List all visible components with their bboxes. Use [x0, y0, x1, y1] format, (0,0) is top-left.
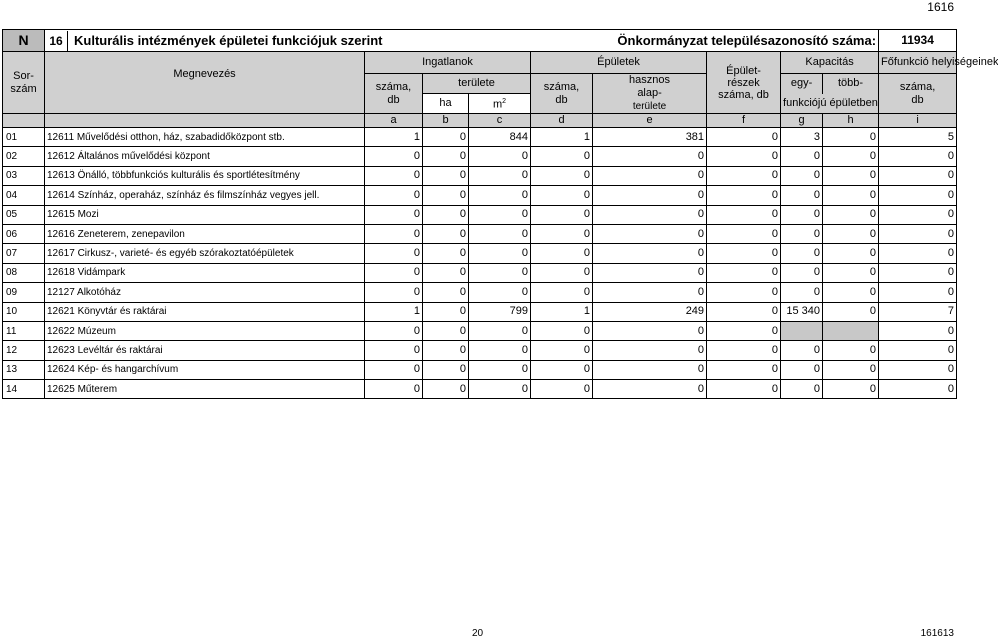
- cell-g: 0: [781, 360, 823, 379]
- cell-e: 0: [593, 147, 707, 166]
- cell-c: 0: [469, 341, 531, 360]
- cell-a: 0: [365, 380, 423, 399]
- cell-d: 1: [531, 302, 593, 321]
- header-megnevezes: Megnevezés: [45, 52, 365, 114]
- row-name: 12611 Művelődési otthon, ház, szabadidőközpont stb.: [45, 128, 365, 147]
- cell-a: 0: [365, 321, 423, 340]
- header-tobb: több-: [823, 74, 879, 94]
- header-sorszam: Sor- szám: [3, 52, 45, 114]
- table-row: [3, 147, 957, 166]
- header-terulete: területe: [423, 74, 531, 94]
- row-name: 12615 Mozi: [45, 205, 365, 224]
- row-name: 12613 Önálló, többfunkciós kulturális és sportlétesítmény: [45, 166, 365, 185]
- table-row: [3, 321, 957, 340]
- table-row: [3, 244, 957, 263]
- row-number: 07: [3, 244, 45, 263]
- cell-g: 0: [781, 263, 823, 282]
- cell-a: 0: [365, 166, 423, 185]
- cell-e: 0: [593, 360, 707, 379]
- cell-i: 0: [879, 380, 957, 399]
- cell-b: 0: [423, 283, 469, 302]
- cell-f: 0: [707, 321, 781, 340]
- page-number-bottom: 20: [472, 628, 484, 639]
- cell-e: 0: [593, 166, 707, 185]
- table-row: [3, 380, 957, 399]
- header-ingatlan-szama: száma, db: [365, 74, 423, 114]
- header-hasznos: hasznos alap- területe: [593, 74, 707, 114]
- cell-h: 0: [823, 380, 879, 399]
- cell-b: 0: [423, 166, 469, 185]
- cell-d: 0: [531, 205, 593, 224]
- cell-e: 0: [593, 341, 707, 360]
- header-funkcioju: funkciójú épületben: [781, 94, 879, 114]
- cell-a: 1: [365, 302, 423, 321]
- cell-g: 0: [781, 341, 823, 360]
- cell-c: 0: [469, 380, 531, 399]
- table-row: [3, 283, 957, 302]
- row-number: 13: [3, 360, 45, 379]
- cell-d: 0: [531, 244, 593, 263]
- cell-d: 0: [531, 224, 593, 243]
- cell-h: 0: [823, 302, 879, 321]
- row-name: 12623 Levéltár és raktárai: [45, 341, 365, 360]
- cell-h: 0: [823, 341, 879, 360]
- cell-g: 0: [781, 205, 823, 224]
- header-epuletreszek: Épület- részek száma, db: [707, 52, 781, 114]
- cell-a: 1: [365, 128, 423, 147]
- cell-e: 0: [593, 283, 707, 302]
- cell-i: 0: [879, 186, 957, 205]
- cell-i: 0: [879, 224, 957, 243]
- cell-b: 0: [423, 186, 469, 205]
- cell-d: 1: [531, 128, 593, 147]
- cell-f: 0: [707, 380, 781, 399]
- cell-f: 0: [707, 166, 781, 185]
- data-table: [2, 29, 998, 399]
- cell-c: 0: [469, 147, 531, 166]
- table-row: [3, 302, 957, 321]
- cell-d: 0: [531, 321, 593, 340]
- cell-c: 0: [469, 360, 531, 379]
- cell-e: 0: [593, 263, 707, 282]
- page-code-bottom: 161613: [920, 628, 954, 639]
- cell-i: 7: [879, 302, 957, 321]
- cell-f: 0: [707, 263, 781, 282]
- row-number: 04: [3, 186, 45, 205]
- cell-i: 0: [879, 360, 957, 379]
- header-epulet-szama: száma, db: [531, 74, 593, 114]
- cell-c: 0: [469, 205, 531, 224]
- table-row: [3, 166, 957, 185]
- page-number-top: 1616: [927, 0, 954, 14]
- cell-c: 0: [469, 263, 531, 282]
- header-epuletek: Épületek: [531, 52, 707, 74]
- cell-f: 0: [707, 186, 781, 205]
- cell-d: 0: [531, 380, 593, 399]
- cell-b: 0: [423, 244, 469, 263]
- cell-h: 0: [823, 166, 879, 185]
- cell-c: 799: [469, 302, 531, 321]
- cell-h: [823, 321, 879, 340]
- cell-f: 0: [707, 341, 781, 360]
- cell-h: 0: [823, 283, 879, 302]
- cell-e: 381: [593, 128, 707, 147]
- cell-a: 0: [365, 205, 423, 224]
- cell-i: 0: [879, 147, 957, 166]
- table-row: [3, 224, 957, 243]
- cell-b: 0: [423, 360, 469, 379]
- cell-a: 0: [365, 360, 423, 379]
- cell-b: 0: [423, 380, 469, 399]
- cell-b: 0: [423, 321, 469, 340]
- cell-h: 0: [823, 360, 879, 379]
- cell-d: 0: [531, 263, 593, 282]
- row-name: 12624 Kép- és hangarchívum: [45, 360, 365, 379]
- cell-f: 0: [707, 128, 781, 147]
- row-name: 12621 Könyvtár és raktárai: [45, 302, 365, 321]
- cell-d: 0: [531, 186, 593, 205]
- cell-e: 0: [593, 224, 707, 243]
- cell-c: 0: [469, 224, 531, 243]
- cell-b: 0: [423, 224, 469, 243]
- cell-a: 0: [365, 186, 423, 205]
- cell-i: 0: [879, 166, 957, 185]
- cell-i: 0: [879, 341, 957, 360]
- cell-h: 0: [823, 263, 879, 282]
- cell-f: 0: [707, 147, 781, 166]
- id-label: Önkormányzat településazonosító száma:: [593, 30, 879, 52]
- cell-d: 0: [531, 166, 593, 185]
- table-row: [3, 186, 957, 205]
- cell-e: 0: [593, 244, 707, 263]
- row-name: 12612 Általános művelődési központ: [45, 147, 365, 166]
- table-number: 16: [45, 31, 68, 52]
- cell-g: 0: [781, 283, 823, 302]
- cell-e: 0: [593, 205, 707, 224]
- cell-e: 0: [593, 186, 707, 205]
- row-number: 08: [3, 263, 45, 282]
- row-name: 12622 Múzeum: [45, 321, 365, 340]
- cell-a: 0: [365, 341, 423, 360]
- row-number: 12: [3, 341, 45, 360]
- table-title: Kulturális intézmények épületei funkciójuk szerint: [74, 32, 383, 48]
- cell-c: 0: [469, 283, 531, 302]
- cell-i: 0: [879, 263, 957, 282]
- cell-a: 0: [365, 147, 423, 166]
- cell-d: 0: [531, 283, 593, 302]
- cell-a: 0: [365, 224, 423, 243]
- cell-g: [781, 321, 823, 340]
- cell-f: 0: [707, 224, 781, 243]
- cell-c: 844: [469, 128, 531, 147]
- row-number: 11: [3, 321, 45, 340]
- cell-h: 0: [823, 128, 879, 147]
- cell-f: 0: [707, 302, 781, 321]
- cell-i: 5: [879, 128, 957, 147]
- cell-g: 0: [781, 380, 823, 399]
- table-row: [3, 263, 957, 282]
- header-fofunkcio-szama: száma, db: [879, 74, 957, 114]
- table-row: [3, 360, 957, 379]
- cell-h: 0: [823, 244, 879, 263]
- cell-g: 15 340: [781, 302, 823, 321]
- cell-c: 0: [469, 321, 531, 340]
- header-egy: egy-: [781, 74, 823, 94]
- cell-g: 0: [781, 186, 823, 205]
- row-name: 12625 Műterem: [45, 380, 365, 399]
- table-row: [3, 341, 957, 360]
- cell-g: 0: [781, 224, 823, 243]
- cell-g: 3: [781, 128, 823, 147]
- table-row: [3, 128, 957, 147]
- cell-h: 0: [823, 205, 879, 224]
- cell-a: 0: [365, 244, 423, 263]
- n-box: N: [3, 30, 45, 52]
- cell-e: 249: [593, 302, 707, 321]
- row-number: 09: [3, 283, 45, 302]
- cell-h: 0: [823, 224, 879, 243]
- cell-g: 0: [781, 147, 823, 166]
- cell-f: 0: [707, 205, 781, 224]
- cell-c: 0: [469, 244, 531, 263]
- id-value: 11934: [879, 30, 957, 52]
- row-number: 03: [3, 166, 45, 185]
- row-number: 06: [3, 224, 45, 243]
- row-number: 10: [3, 302, 45, 321]
- cell-g: 0: [781, 244, 823, 263]
- cell-i: 0: [879, 321, 957, 340]
- row-name: 12127 Alkotóház: [45, 283, 365, 302]
- row-number: 05: [3, 205, 45, 224]
- cell-c: 0: [469, 166, 531, 185]
- cell-d: 0: [531, 360, 593, 379]
- cell-b: 0: [423, 341, 469, 360]
- cell-i: 0: [879, 283, 957, 302]
- header-m2: $m^2$: [469, 94, 531, 114]
- header-kapacitas: Kapacitás: [781, 52, 879, 74]
- header-ha: ha: [423, 94, 469, 114]
- row-number: 02: [3, 147, 45, 166]
- row-name: 12614 Színház, operaház, színház és filmszínház vegyes jell.: [45, 186, 365, 205]
- cell-i: 0: [879, 205, 957, 224]
- cell-e: 0: [593, 321, 707, 340]
- cell-b: 0: [423, 302, 469, 321]
- cell-d: 0: [531, 147, 593, 166]
- cell-h: 0: [823, 186, 879, 205]
- cell-a: 0: [365, 283, 423, 302]
- row-number: 14: [3, 380, 45, 399]
- cell-b: 0: [423, 147, 469, 166]
- row-name: 12617 Cirkusz-, varieté- és egyéb szórakoztatóépületek: [45, 244, 365, 263]
- table-row: [3, 205, 957, 224]
- cell-h: 0: [823, 147, 879, 166]
- cell-a: 0: [365, 263, 423, 282]
- cell-f: 0: [707, 244, 781, 263]
- header-ingatlanok: Ingatlanok: [365, 52, 531, 74]
- row-name: 12616 Zeneterem, zenepavilon: [45, 224, 365, 243]
- cell-i: 0: [879, 244, 957, 263]
- cell-f: 0: [707, 360, 781, 379]
- header-fofunkcio: Főfunkció helyiségeinek: [879, 52, 957, 74]
- row-number: 01: [3, 128, 45, 147]
- cell-c: 0: [469, 186, 531, 205]
- cell-d: 0: [531, 341, 593, 360]
- title-row: [3, 30, 957, 52]
- cell-e: 0: [593, 380, 707, 399]
- cell-f: 0: [707, 283, 781, 302]
- cell-b: 0: [423, 128, 469, 147]
- letters-row: a b c d e f g h i: [3, 114, 957, 128]
- row-name: 12618 Vidámpark: [45, 263, 365, 282]
- cell-g: 0: [781, 166, 823, 185]
- cell-b: 0: [423, 263, 469, 282]
- cell-b: 0: [423, 205, 469, 224]
